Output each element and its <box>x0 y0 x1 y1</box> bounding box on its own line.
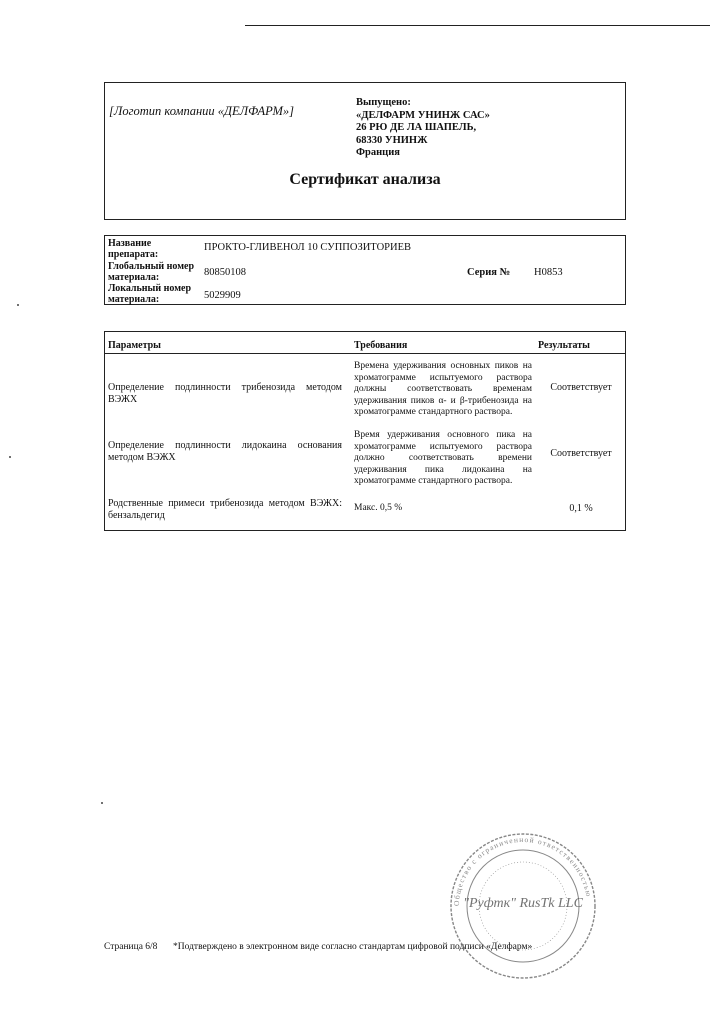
issuer-line: 26 РЮ ДЕ ЛА ШАПЕЛЬ, <box>356 122 477 133</box>
issuer-line: «ДЕЛФАРМ УНИНЖ САС» <box>356 109 490 121</box>
results-table <box>104 331 626 531</box>
scan-speck <box>17 304 19 306</box>
column-header-requirements: Требования <box>354 340 408 351</box>
column-header-parameters: Параметры <box>108 340 161 351</box>
row-requirement: Времена удерживания основных пиков на хроматограмме испытуемого раствора должны соответствовать временам удерживания пиков α- и β-трибенозида на хроматограмме стандартного раствора. <box>354 361 532 417</box>
stamp-ring-text: Общество с ограниченной ответственностью <box>451 834 594 907</box>
row-requirement: Время удерживания основного пика на хроматограмме испытуемого раствора должно соответствовать времени удерживания пика лидокаина на хроматограмме стандартного раствора. <box>354 430 532 486</box>
scan-speck <box>9 456 11 458</box>
issuer-block <box>356 97 490 160</box>
header-divider <box>105 353 625 354</box>
issuer-line: Выпущено: <box>356 97 411 108</box>
global-material-value: 80850108 <box>204 267 246 278</box>
series-label: Серия № <box>467 267 511 278</box>
footer-note: *Подтверждено в электронном виде согласно стандартам цифровой подписи «Делфарм» <box>173 942 533 952</box>
row-result: Соответствует <box>550 382 612 393</box>
series-value: Н0853 <box>534 267 563 278</box>
product-name-value: ПРОКТО-ГЛИВЕНОЛ 10 СУППОЗИТОРИЕВ <box>204 242 411 253</box>
row-parameter: Определение подлинности трибенозида методом ВЭЖХ <box>108 382 342 405</box>
column-header-results: Результаты <box>538 340 590 351</box>
certificate-header <box>104 82 626 220</box>
product-name-label: Название препарата: <box>108 238 159 260</box>
page-number: Страница 6/8 <box>104 942 158 952</box>
row-result: Соответствует <box>550 448 612 459</box>
row-result: 0,1 % <box>569 503 593 514</box>
company-stamp <box>438 831 608 981</box>
issuer-line: 68330 УНИНЖ <box>356 134 428 146</box>
issuer-line: Франция <box>356 147 400 158</box>
page-title: Сертификат анализа <box>289 171 441 188</box>
local-material-value: 5029909 <box>204 290 241 301</box>
product-info <box>104 235 626 305</box>
stamp-center-text: "Руфтк" RusTk LLC <box>463 896 583 911</box>
logo-placeholder: [Логотип компании «ДЕЛФАРМ»] <box>109 104 295 118</box>
row-requirement: Макс. 0,5 % <box>354 503 403 513</box>
top-rule <box>245 25 710 26</box>
row-parameter: Определение подлинности лидокаина основания методом ВЭЖХ <box>108 440 342 463</box>
local-material-label: Локальный номер материала: <box>108 283 192 305</box>
row-parameter: Родственные примеси трибенозида методом ВЭЖХ: бензальдегид <box>108 498 342 521</box>
global-material-label: Глобальный номер материала: <box>108 261 195 283</box>
scan-speck <box>101 802 103 804</box>
